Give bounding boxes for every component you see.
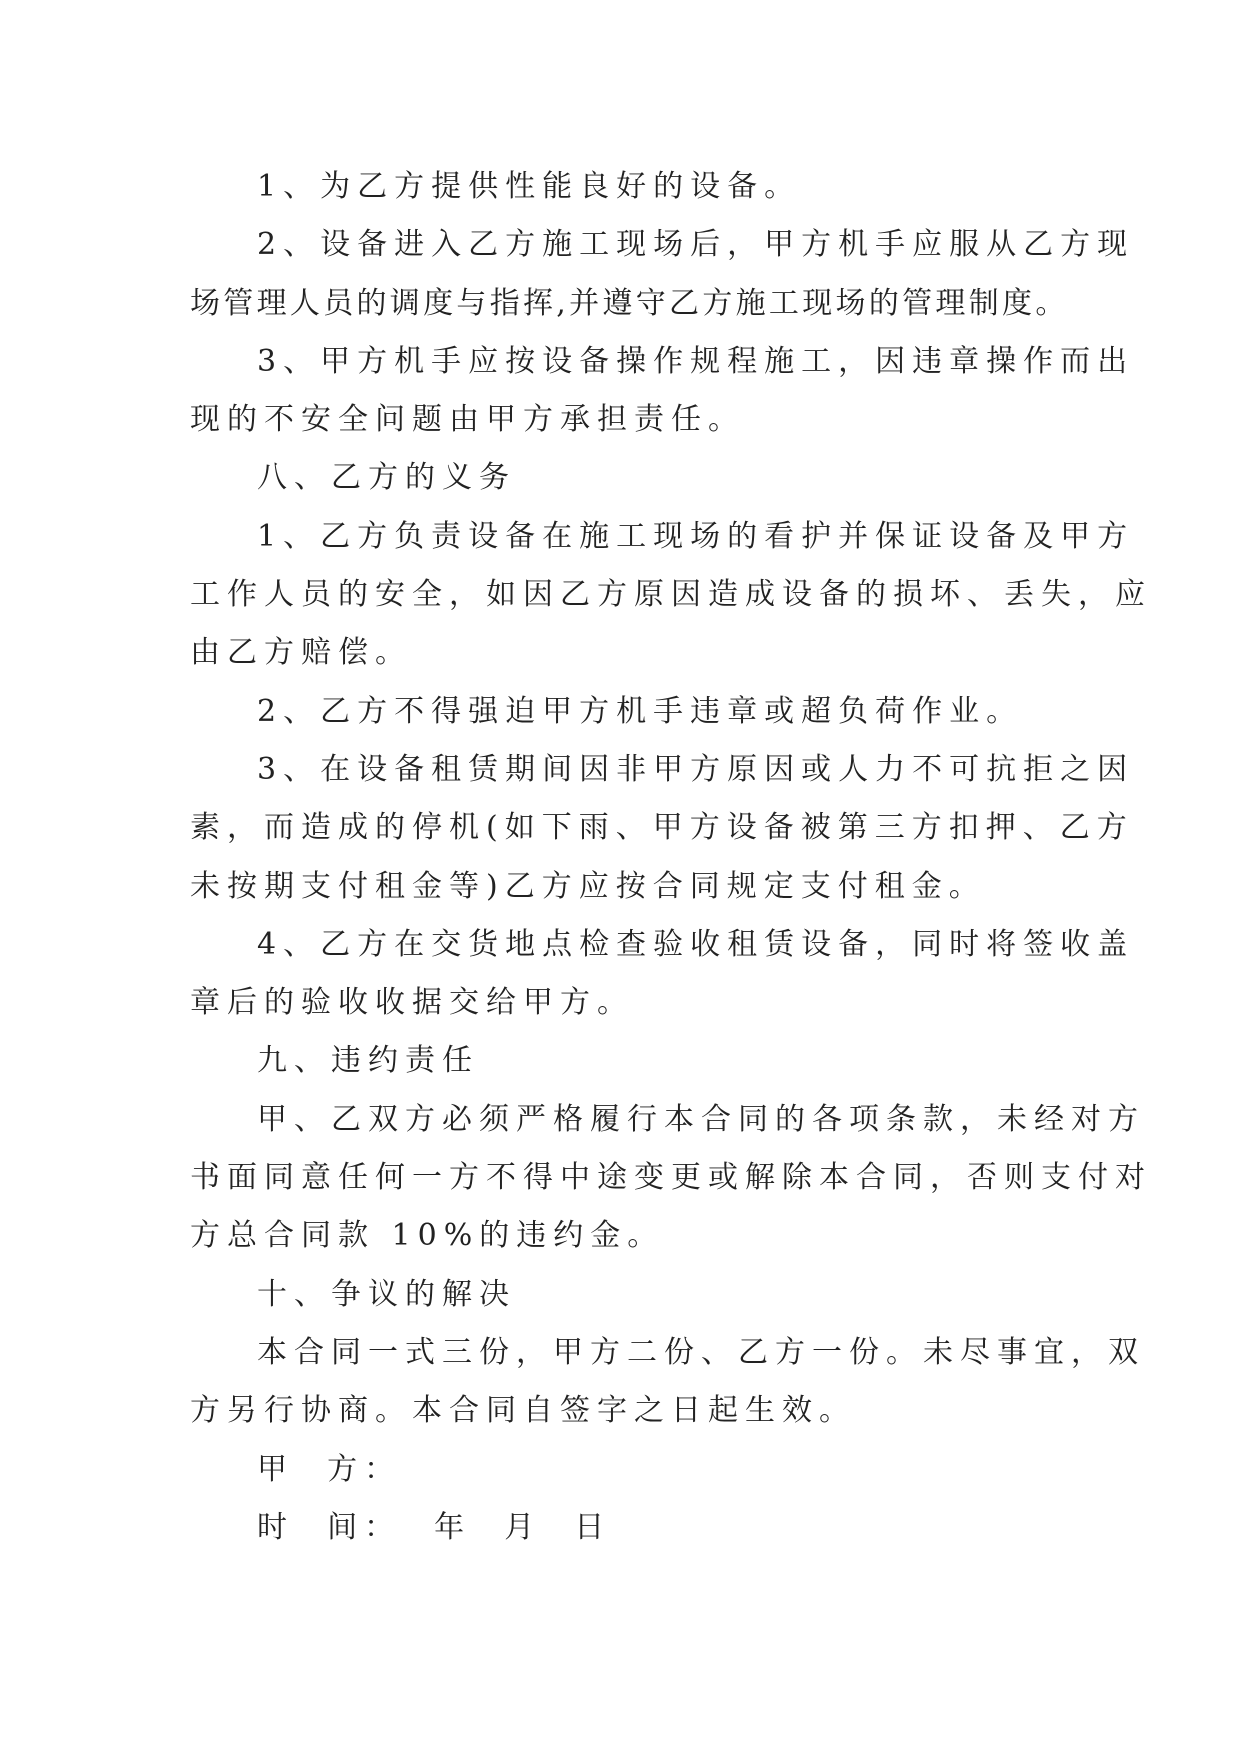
text-line: 2、乙方不得强迫甲方机手违章或超负荷作业。 — [257, 693, 1024, 729]
section-heading-breach-liability — [190, 1032, 1070, 1090]
paragraph-obligation-3 — [190, 741, 1135, 916]
text-line: 本合同一式三份，甲方二份、乙方一份。未尽事宜，双 — [257, 1334, 1145, 1370]
text-line: 书面同意任何一方不得中途变更或解除本合同，否则支付对 — [190, 1160, 1152, 1196]
text-line: 4、乙方在交货地点检查验收租赁设备，同时将签收盖 — [257, 926, 1135, 962]
section-heading: 九、违约责任 — [257, 1043, 479, 1079]
text-line: 方总合同款 10%的违约金。 — [190, 1218, 665, 1254]
text-line: 甲、乙双方必须严格履行本合同的各项条款，未经对方 — [257, 1101, 1145, 1137]
paragraph-duty-1 — [190, 158, 1070, 216]
paragraph-obligation-1 — [190, 508, 1152, 683]
section-heading-party-b-obligations — [190, 449, 1070, 507]
text-line: 1、乙方负责设备在施工现场的看护并保证设备及甲方 — [257, 518, 1135, 554]
text-line: 章后的验收收据交给甲方。 — [190, 985, 634, 1021]
paragraph-breach — [190, 1091, 1152, 1266]
text-line: 1、为乙方提供性能良好的设备。 — [257, 169, 802, 204]
signature-time-label: 时 间： 年 月 日 — [257, 1509, 612, 1545]
text-line: 3、甲方机手应按设备操作规程施工，因违章操作而出 — [257, 343, 1135, 379]
document-body — [190, 158, 1152, 1557]
paragraph-obligation-4 — [190, 916, 1135, 1033]
paragraph-duty-2 — [190, 216, 1135, 333]
text-line: 工作人员的安全，如因乙方原因造成设备的损坏、丢失，应 — [190, 577, 1152, 613]
text-line: 2、设备进入乙方施工现场后，甲方机手应服从乙方现 — [257, 227, 1135, 263]
text-line: 未按期支付租金等)乙方应按合同规定支付租金。 — [190, 868, 986, 904]
text-line: 3、在设备租赁期间因非甲方原因或人力不可抗拒之因 — [257, 751, 1135, 787]
section-heading: 八、乙方的义务 — [257, 460, 516, 496]
paragraph-dispute — [190, 1324, 1145, 1441]
text-line: 素，而造成的停机(如下雨、甲方设备被第三方扣押、乙方 — [190, 810, 1134, 846]
text-line: 由乙方赔偿。 — [190, 635, 412, 671]
text-line: 场管理人员的调度与指挥,并遵守乙方施工现场的管理制度。 — [190, 285, 1069, 321]
paragraph-duty-3 — [190, 333, 1135, 450]
text-line: 方另行协商。本合同自签字之日起生效。 — [190, 1393, 856, 1429]
text-line: 现的不安全问题由甲方承担责任。 — [190, 402, 745, 438]
signature-party-label: 甲 方： — [257, 1451, 402, 1487]
section-heading: 十、争议的解决 — [257, 1276, 516, 1312]
section-heading-dispute-resolution — [190, 1266, 1070, 1324]
paragraph-obligation-2 — [190, 683, 1070, 741]
